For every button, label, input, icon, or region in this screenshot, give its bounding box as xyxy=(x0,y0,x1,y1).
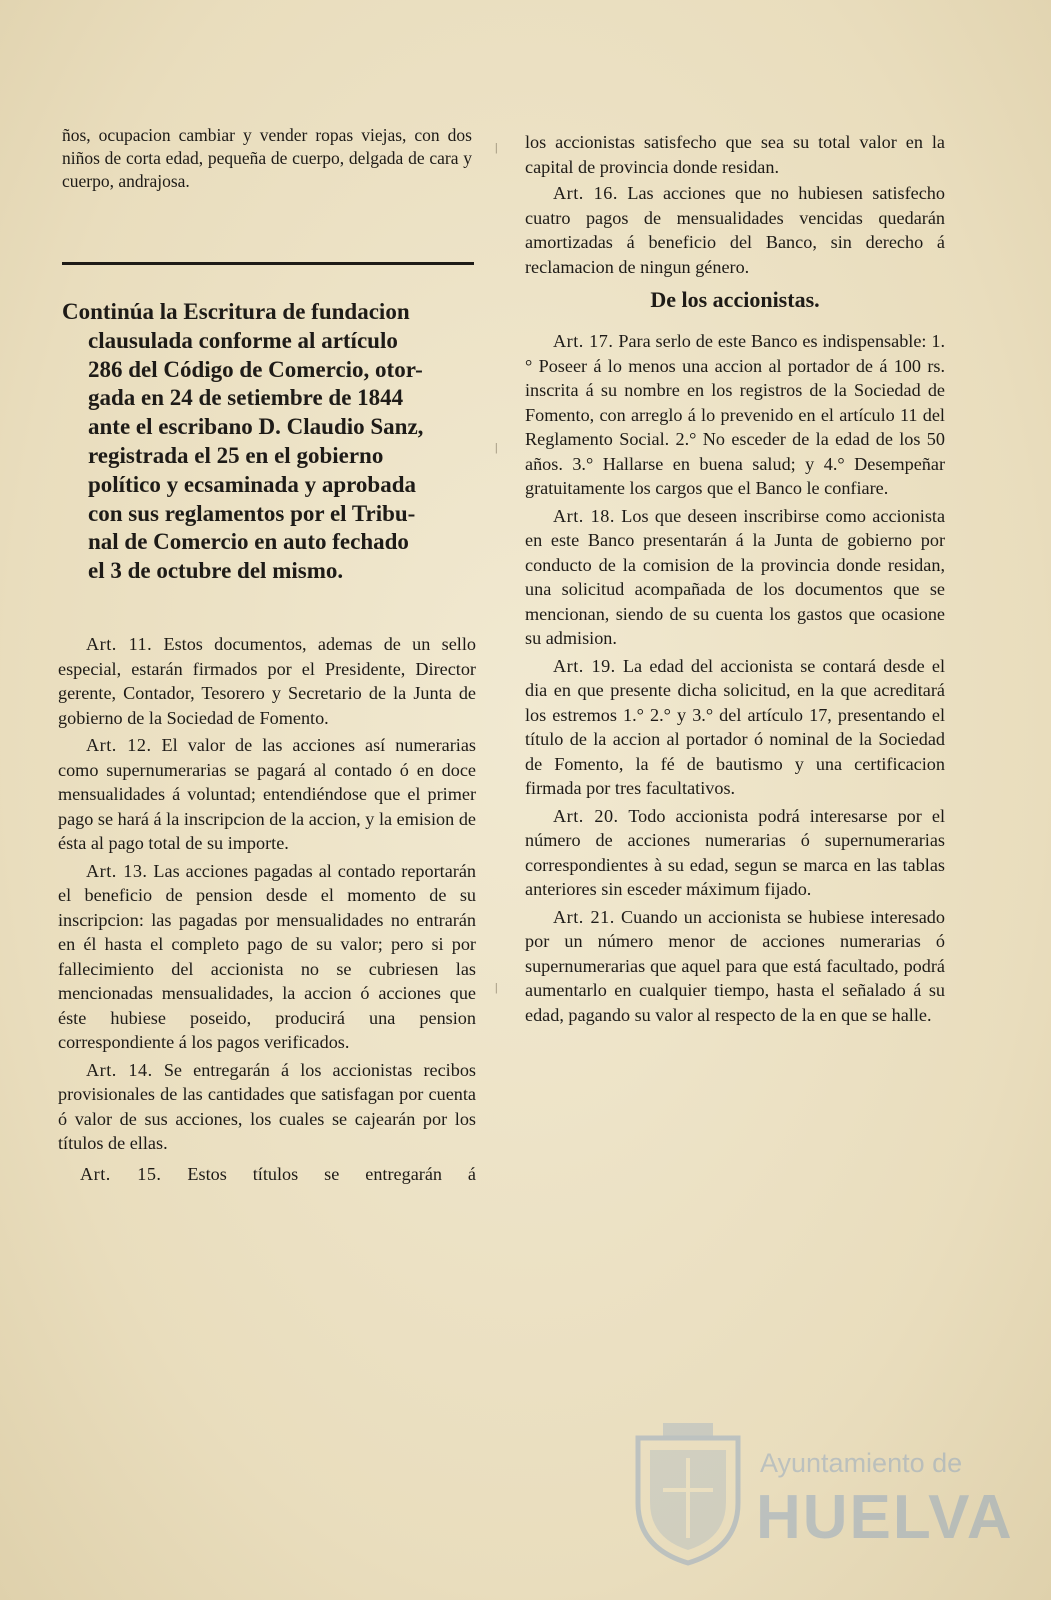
article-label: Art. 18. xyxy=(553,505,615,526)
watermark-line1: Ayuntamiento de xyxy=(760,1448,963,1478)
article-text: Las acciones pagadas al contado reportarán el beneficio de pension desde el momento de su inscripcion: las pagadas por mensualidades no entrarán en él hasta el completo pago de su valor; pero si por fallecimiento del accionista no se cubriesen las mencionadas mensualidades, la accion ó acciones que éste hubiese poseido, producirá una pension correspondiente á los pagos verificados. xyxy=(58,860,476,1052)
article-label: Art. 20. xyxy=(553,805,619,826)
fragment-paragraph: ños, ocupacion cambiar y vender ropas viejas, con dos niños de corta edad, pequeña de cuerpo, delgada de cara y cuerpo, andrajosa. xyxy=(62,125,472,191)
article-label: Art. 19. xyxy=(553,655,616,676)
article-text: El valor de las acciones así numerarias como supernumerarias se pagará al contado ó en doce mensualidades á voluntad; entendiéndose que el primer pago se hará á la inscripcion de la accion, y la emision de ésta al pago total de su importe. xyxy=(58,735,477,853)
margin-mark: | xyxy=(495,140,498,154)
article-11 xyxy=(58,632,476,730)
article-label: Art. 17. xyxy=(553,331,614,351)
document-heading xyxy=(62,298,476,586)
heading-line: gada en 24 de setiembre de 1844 xyxy=(88,385,404,411)
heading-line: con sus reglamentos por el Tribu- xyxy=(88,500,416,526)
article-19 xyxy=(525,654,945,801)
section-divider xyxy=(62,262,474,265)
heading-line: 286 del Código de Comercio, otor- xyxy=(88,356,423,382)
article-18 xyxy=(525,504,945,651)
article-14 xyxy=(58,1058,476,1156)
heading-line: clausulada conforme al artículo xyxy=(88,327,398,353)
right-column xyxy=(525,130,945,1027)
article-17 xyxy=(525,329,945,501)
heading-line: Continúa la Escritura de fundacion xyxy=(62,299,410,324)
heading-line: el 3 de octubre del mismo. xyxy=(88,558,344,584)
article-13 xyxy=(58,859,476,1055)
article-text: Para serlo de este Banco es indispensable: 1.° Poseer á lo menos una accion al portador de á 100 rs. inscrita á su nombre en los registros de la Sociedad de Fomento, con arreglo á lo prevenido en el artículo 11 del Reglamento Social. 2.° No esceder de la edad de los 50 años. 3.° Hallarse en buena salud; y 4.° Desempeñar gratuitamente los cargos que el Banco le confiare. xyxy=(525,331,946,498)
article-text: Estos documentos, ademas de un sello especial, estarán firmados por el Presidente, Director gerente, Contador, Tesorero y Secretario de la Junta de gobierno de la Sociedad de Fomento. xyxy=(58,634,477,728)
heading-line: político y ecsaminada y aprobada xyxy=(88,471,416,497)
margin-mark: | xyxy=(495,980,498,994)
margin-mark: | xyxy=(495,440,498,454)
continuation-paragraph: los accionistas satisfecho que sea su total valor en la capital de provincia donde residan. xyxy=(525,132,945,177)
article-text: Todo accionista podrá interesarse por el número de acciones numerarias ó supernumerarias correspondientes à su edad, segun se marca en las tablas anteriores sin esceder máximum fijado. xyxy=(525,805,946,899)
coat-of-arms-icon xyxy=(628,1418,748,1568)
article-text: Los que deseen inscribirse como accionista en este Banco presentarán á la Junta de gobierno por conducto de la comision de la provincia donde residan, una solicitud acompañada de los documentos que se mencionan, siendo de su cuenta los gastos que ocasione su admision. xyxy=(525,505,946,648)
ayuntamiento-watermark xyxy=(628,1418,1014,1568)
article-12 xyxy=(58,733,476,856)
article-label: Art. 12. xyxy=(86,735,152,755)
heading-line: nal de Comercio en auto fechado xyxy=(88,529,409,555)
article-text: Estos títulos se entregarán á xyxy=(187,1163,476,1184)
left-articles xyxy=(58,632,476,1186)
article-text: Cuando un accionista se hubiese interesado por un número menor de acciones numerarias ó supernumerarias que aquel para que está facultado, podrá aumentarlo en cualquier tiempo, hasta el señalado á su edad, pagando su valor al respecto de la en que se halle. xyxy=(525,906,945,1025)
article-label: Art. 11. xyxy=(86,634,153,654)
article-label: Art. 15. xyxy=(80,1163,162,1184)
article-20 xyxy=(525,804,945,902)
article-text: Las acciones que no hubiesen satisfecho cuatro pagos de mensualidades vencidas quedarán amortizadas á beneficio del Banco, sin derecho á reclamacion de ningun género. xyxy=(525,183,945,277)
section-title: De los accionistas. xyxy=(650,287,820,312)
article-label: Art. 14. xyxy=(86,1059,153,1080)
article-text: Se entregarán á los accionistas recibos provisionales de las cantidades que satisfagan por cuenta ó valor de sus acciones, los cuales se cajearán por los títulos de ellas. xyxy=(58,1059,477,1153)
article-15 xyxy=(58,1162,476,1187)
article-label: Art. 21. xyxy=(553,906,615,927)
article-label: Art. 13. xyxy=(86,860,148,881)
article-text: La edad del accionista se contará desde el dia en que presente dicha solicitud, en la que acreditará los estremos 1.° 2.° y 3.° del artículo 17, presentando el título de la accion al portador ó nominal de la Sociedad de Fomento, la fé de bautismo y una certificacion firmada por tres facultativos. xyxy=(525,655,945,798)
watermark-line2: HUELVA xyxy=(756,1483,1014,1552)
heading-line: ante el escribano D. Claudio Sanz, xyxy=(88,414,424,440)
article-label: Art. 16. xyxy=(553,183,618,203)
article-16 xyxy=(525,181,945,279)
article-21 xyxy=(525,905,945,1028)
heading-line: registrada el 25 en el gobierno xyxy=(88,442,384,468)
